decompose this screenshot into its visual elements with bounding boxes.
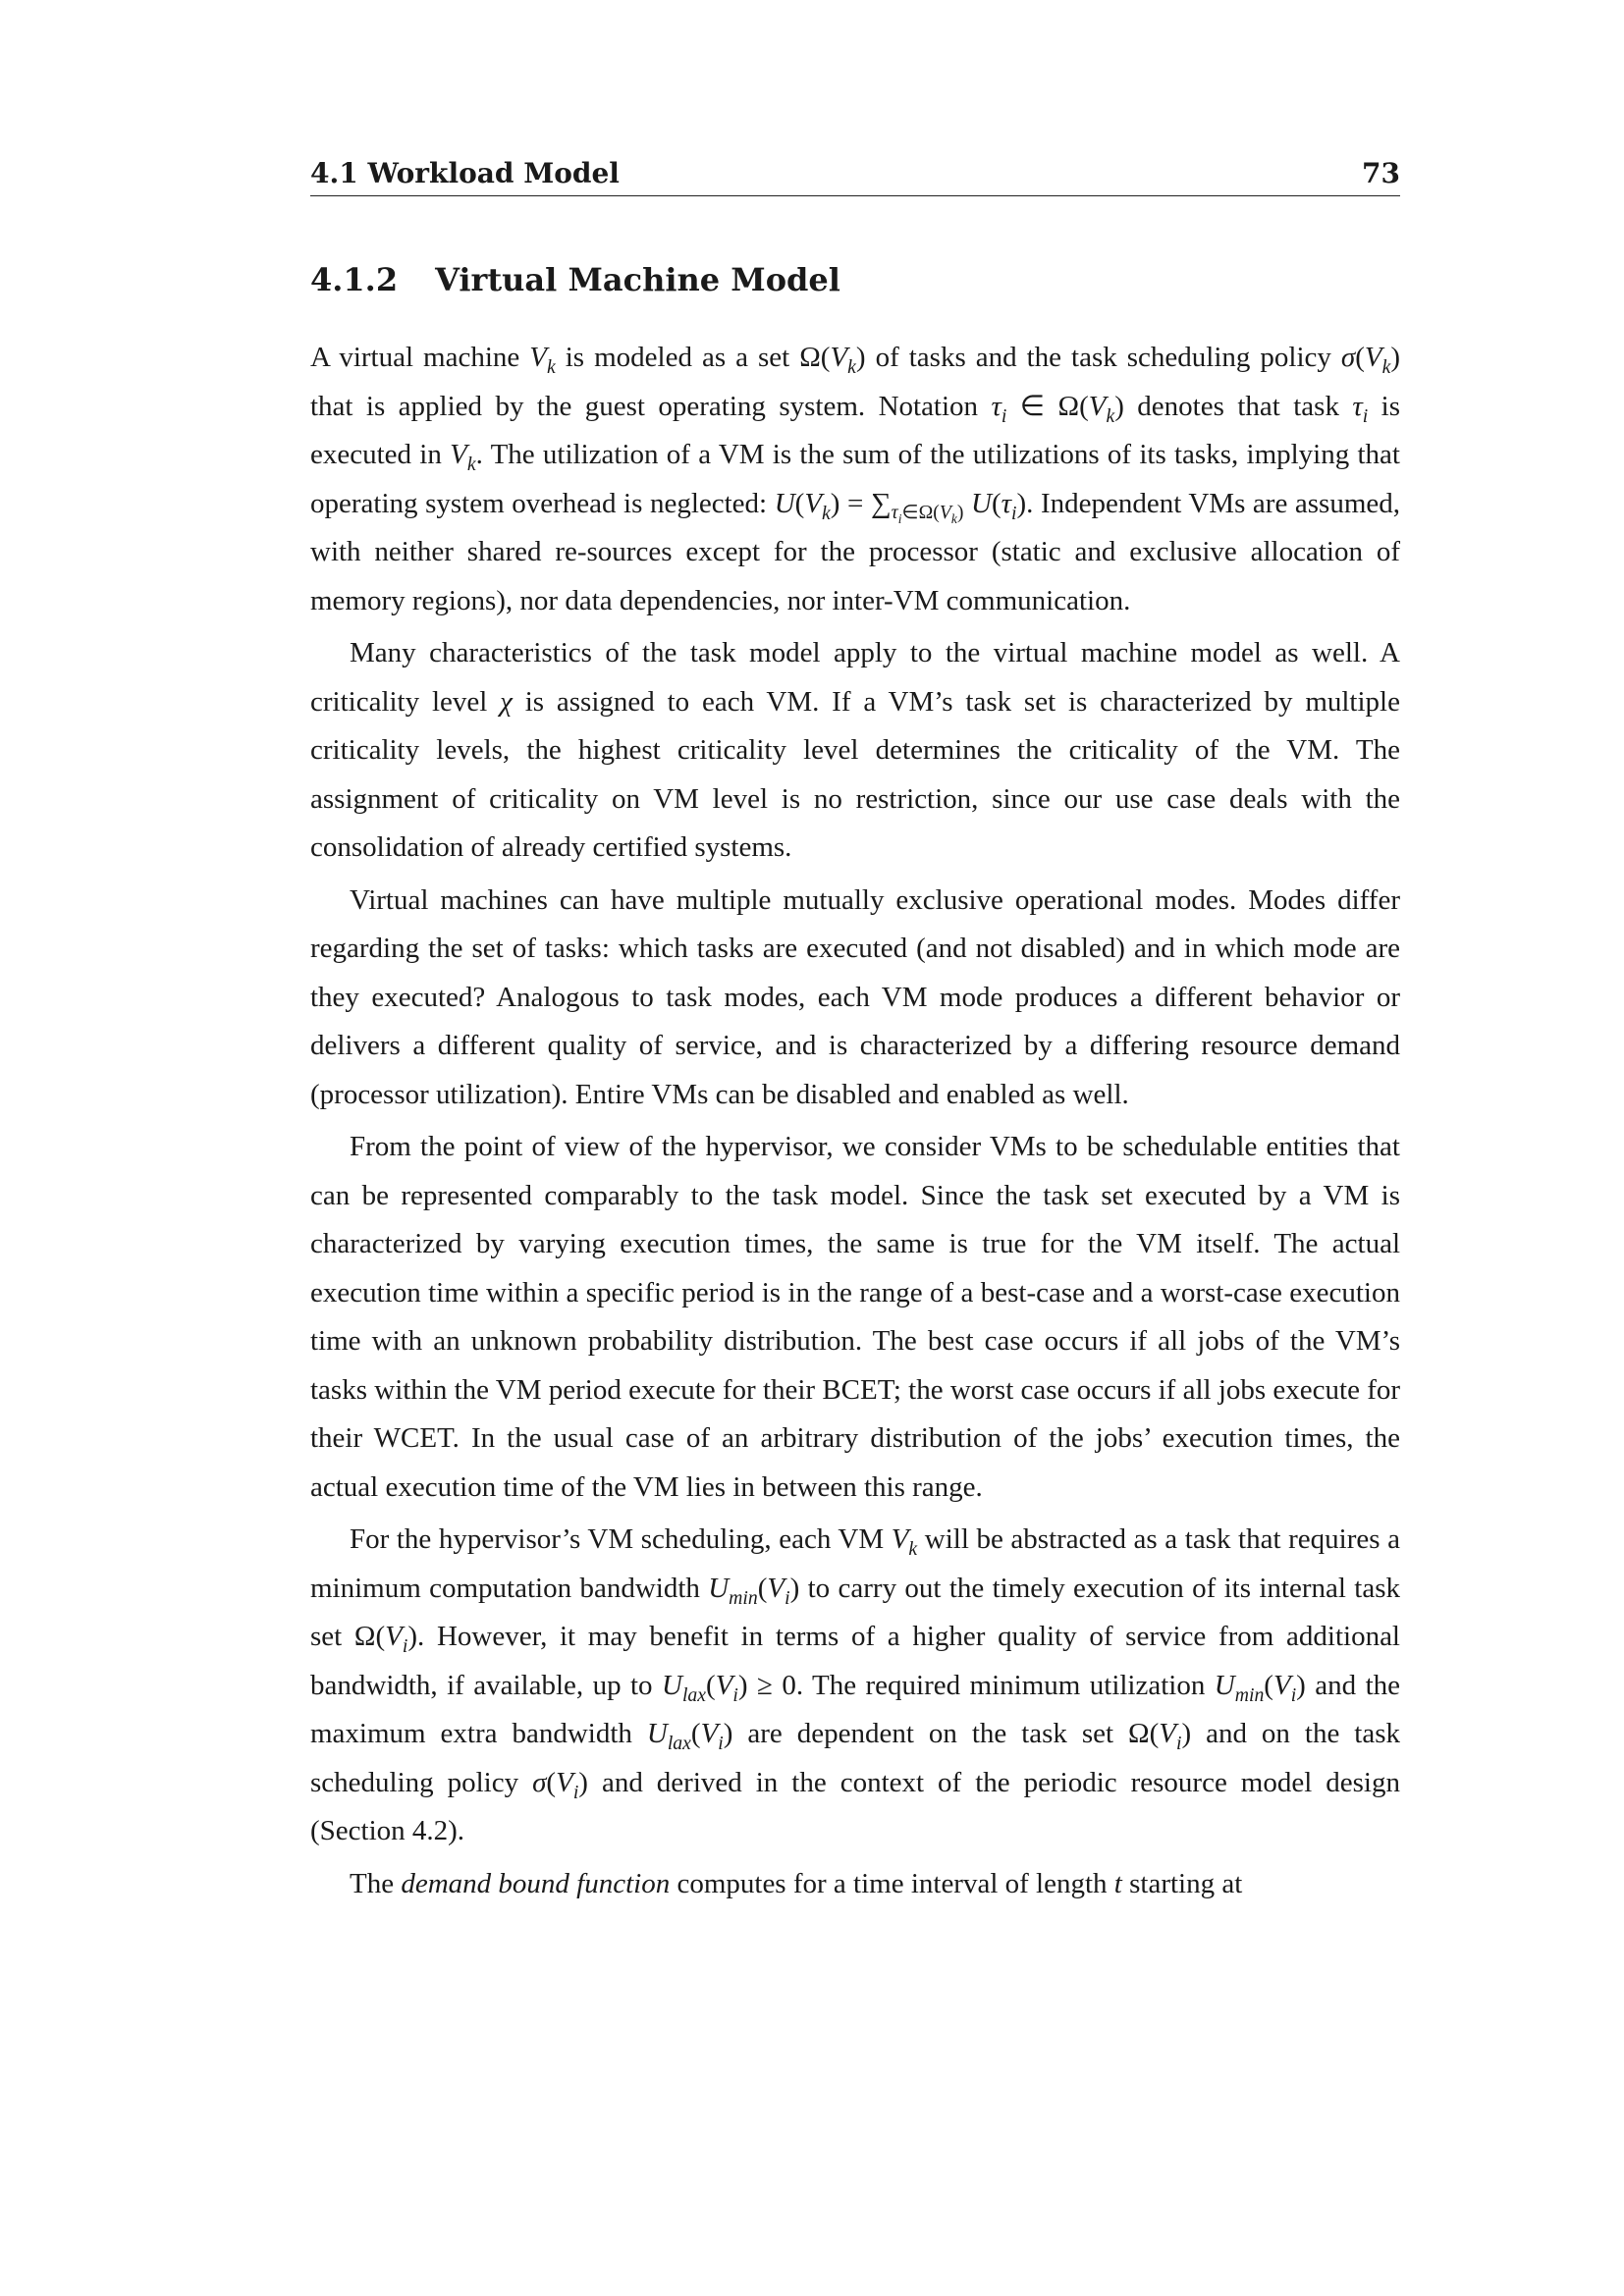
math-vk: $V_k$ — [529, 342, 556, 378]
text-run: and on the task scheduling policy — [310, 1718, 1400, 1798]
math-umin-vi: $U_{min}(V_i)$ — [708, 1572, 800, 1609]
math-t: t — [1113, 1867, 1122, 1899]
paragraph-6 — [310, 1860, 1400, 1909]
text-run: A virtual machine — [310, 342, 530, 373]
paragraph-2 — [310, 629, 1400, 873]
text-run: . The utilization of a VM is the sum of the utilizations of its tasks, implying that operating system overhead is neglected: — [310, 439, 1400, 519]
text-run: starting at — [1121, 1867, 1243, 1899]
text-run: denotes that task — [1123, 390, 1353, 422]
math-vk: $V_k$ — [450, 439, 476, 475]
math-utilization-sum: $U(V_k) = \sum_{\tau_i\in\Omega(V_k)}$ $U(\tau_i)$ — [774, 487, 1027, 527]
text-run: . Independent VMs are assumed, with neither shared re-sources except for the processor (static and exclusive allocation of memory regions), nor data dependencies, nor inter-VM communication. — [310, 487, 1401, 616]
text-run: computes for a time interval of length — [670, 1867, 1114, 1899]
math-chi: χ — [500, 685, 513, 718]
text-run: to carry out the timely execution of its internal task set — [310, 1572, 1400, 1652]
text-run: . However, it may benefit in terms of a higher quality of service from additional bandwidth, if available, up to — [310, 1621, 1400, 1701]
math-tau-i: $\tau_i$ — [1352, 390, 1369, 427]
running-header — [310, 157, 1400, 196]
math-omega-vk: $\Omega(V_k)$ — [799, 342, 866, 378]
section-number: 4.1.2 — [310, 261, 399, 298]
header-section-label: 4.1 Workload Model — [310, 157, 620, 189]
math-vk: $V_k$ — [891, 1523, 918, 1560]
math-tau-in-omega: $\tau_i$ ∈ $\Omega(V_k)$ — [991, 390, 1124, 427]
paragraph-1 — [310, 334, 1400, 625]
text-run: . The required minimum utilization — [795, 1669, 1215, 1701]
math-omega-vi: $\Omega(V_i)$ — [353, 1621, 418, 1657]
text-run: For the hypervisor’s VM scheduling, each VM — [350, 1523, 892, 1555]
math-ulax-vi: $U_{lax}(V_i)$ — [646, 1718, 733, 1754]
text-run: that is applied by the guest operating system. Notation — [310, 390, 992, 422]
term-demand-bound-function: demand bound function — [401, 1867, 671, 1899]
paragraph-5 — [310, 1516, 1400, 1856]
text-run: and the maximum extra bandwidth — [310, 1669, 1400, 1749]
section-heading — [310, 261, 1400, 298]
math-sigma-vk: $\sigma(V_k)$ — [1340, 342, 1400, 378]
page-number: 73 — [1362, 157, 1400, 189]
section-title: Virtual Machine Model — [435, 261, 840, 298]
math-umin-vi: $U_{min}(V_i)$ — [1214, 1669, 1306, 1706]
text-run: and derived in the context of the periodic resource model design (Section 4.2). — [310, 1766, 1400, 1846]
text-run: are dependent on the task set — [732, 1718, 1129, 1749]
text-run: will be abstracted as a task that requires a minimum computation bandwidth — [310, 1523, 1400, 1604]
text-run: is assigned to each VM. If a VM’s task set is characterized by multiple criticality levels, the highest criticality level determines the criticality of the VM. The assignment of criticality on VM level is no restriction, since our use case deals with the consolidation of already certified systems. — [310, 685, 1400, 863]
math-ulax-geq-0: $U_{lax}(V_i) \ge 0$ — [661, 1669, 796, 1706]
body-text — [310, 334, 1400, 1908]
paragraph-4: From the point of view of the hypervisor, we consider VMs to be schedulable entities that can be represented comparably to the task model. Since the task set executed by a VM is characterized by varying execution times, the same is true for the VM itself. The actual execution time within a specific period is in the range of a best-case and a worst-case execution time with an unknown probability distribution. The best case occurs if all jobs of the VM’s tasks within the VM period execute for their BCET; the worst case occurs if all jobs execute for their WCET. In the usual case of an arbitrary distribution of the jobs’ execution times, the actual execution time of the VM lies in between this range. — [310, 1131, 1401, 1503]
text-run: The — [350, 1867, 402, 1899]
page — [310, 157, 1400, 1912]
paragraph-3: Virtual machines can have multiple mutually exclusive operational modes. Modes differ regarding the set of tasks: which tasks are executed (and not disabled) and in which mode are they executed? Analogous to task modes, each VM mode produces a different behavior or delivers a different quality of service, and is characterized by a differing resource demand (processor utilization). Entire VMs can be disabled and enabled as well. — [310, 883, 1400, 1110]
text-run: of tasks and the task scheduling policy — [865, 342, 1341, 373]
text-run: Many characteristics of the task model apply to the virtual machine model as well. A criticality level — [310, 637, 1400, 718]
math-sigma-vi: $\sigma(V_i)$ — [532, 1766, 588, 1803]
text-run: is executed in — [310, 390, 1401, 470]
text-run: is modeled as a set — [555, 342, 800, 373]
math-omega-vi: $\Omega(V_i)$ — [1128, 1718, 1192, 1754]
